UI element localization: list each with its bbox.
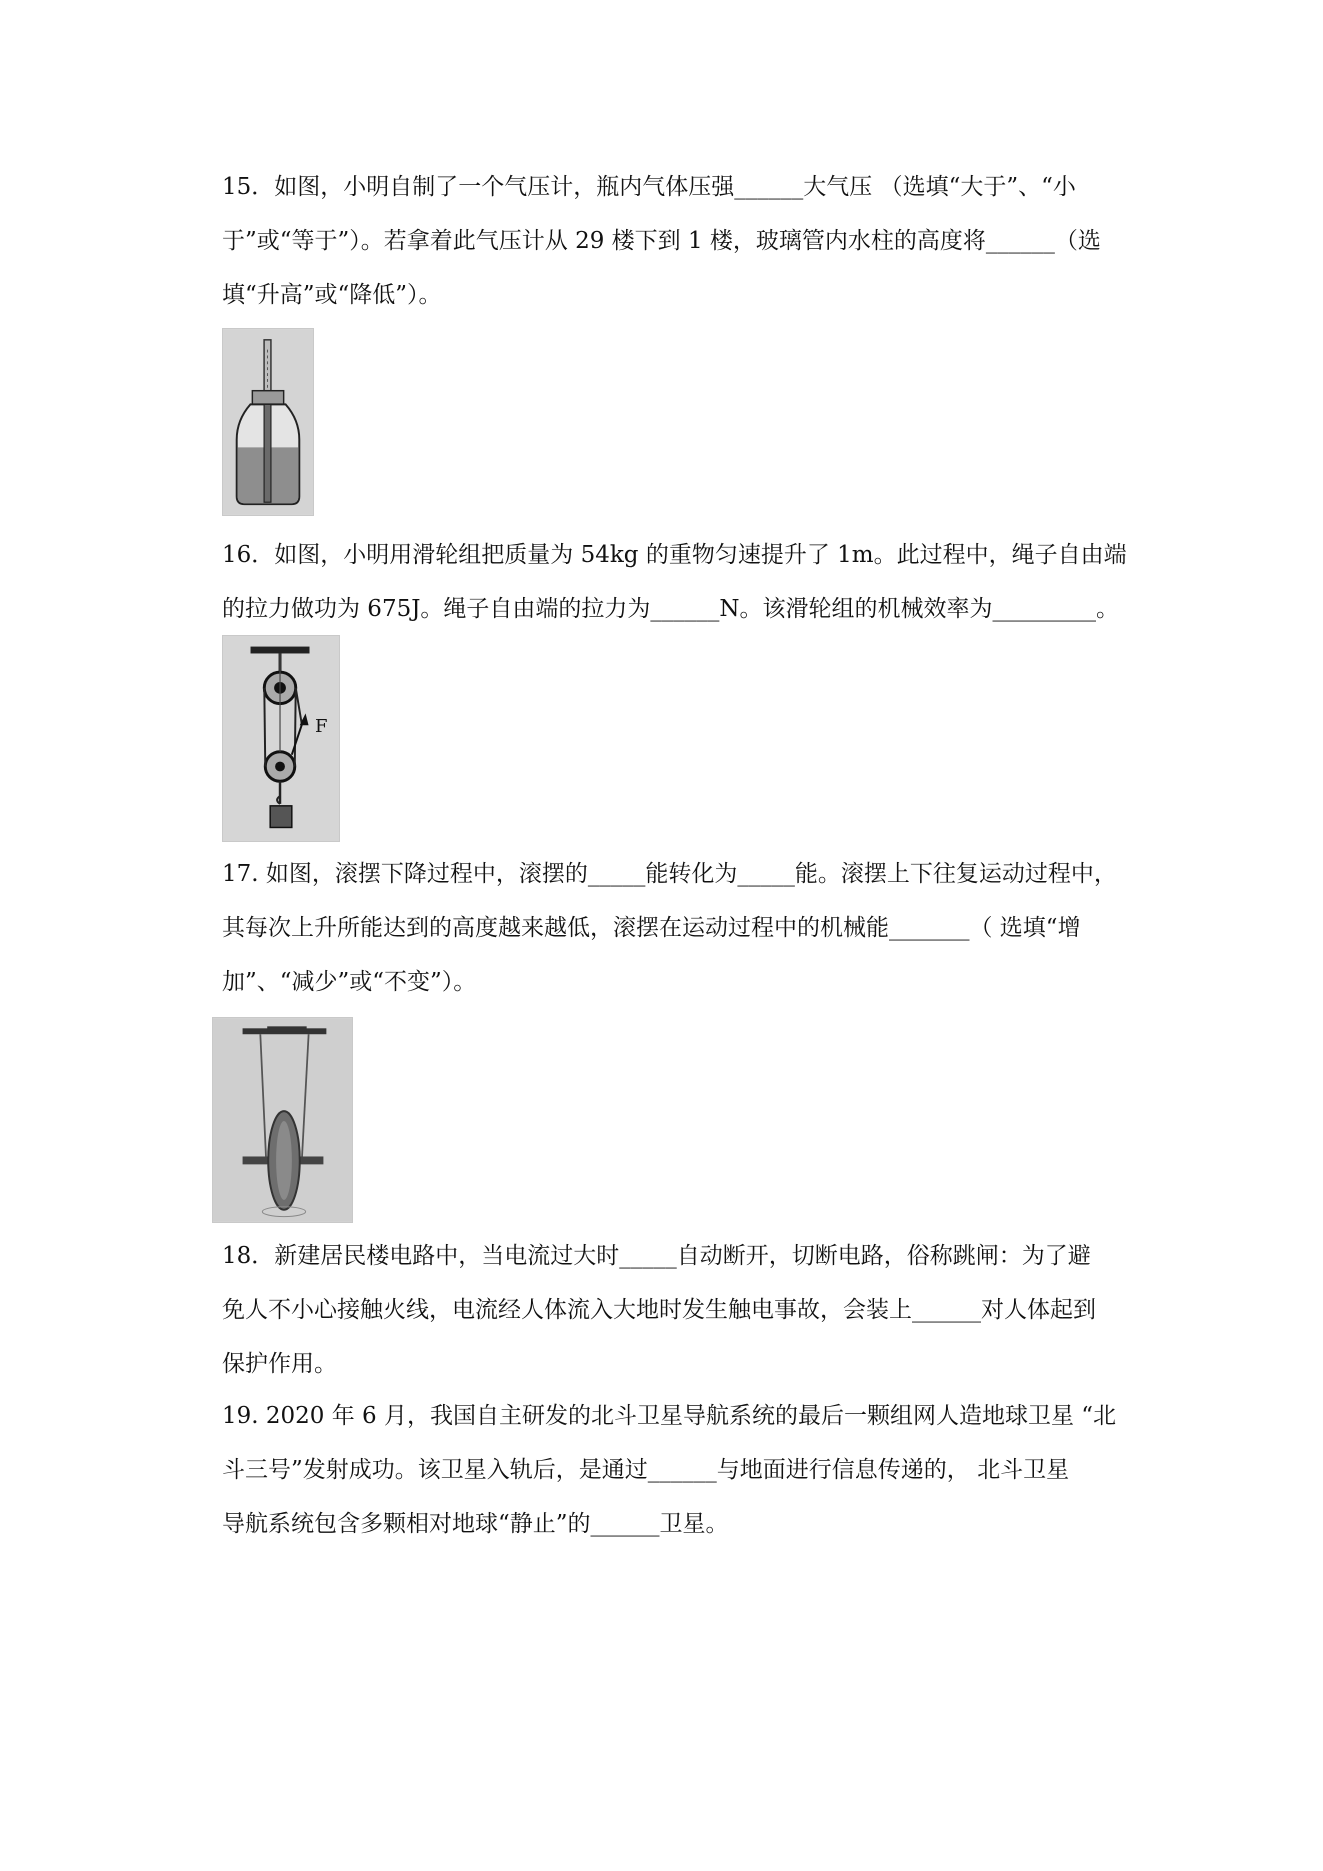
question-19-line-2: 斗三号”发射成功。该卫星入轨后，是通过______与地面进行信息传递的， 北斗卫星	[222, 1457, 1070, 1483]
pulley-system-figure	[222, 635, 340, 842]
force-label: F	[315, 716, 328, 737]
question-15	[222, 160, 1112, 322]
question-15-line-2: 于”或“等于”）。若拿着此气压计从 29 楼下到 1 楼，玻璃管内水柱的高度将______（选	[222, 228, 1101, 254]
question-18-line-2: 免人不小心接触火线，电流经人体流入大地时发生触电事故，会装上______对人体起到	[222, 1297, 1096, 1323]
question-18-line-1: 18．新建居民楼电路中，当电流过大时_____自动断开，切断电路，俗称跳闸：为了避	[222, 1243, 1091, 1269]
question-15-line-1: 15．如图，小明自制了一个气压计，瓶内气体压强______大气压 （选填“大于”、“小	[222, 174, 1076, 200]
pulley-system-illustration	[223, 636, 339, 841]
question-18-line-3: 保护作用。	[222, 1351, 337, 1377]
question-17-line-1: 17. 如图，滚摆下降过程中，滚摆的_____能转化为_____能。滚摆上下往复运动过程中，	[222, 861, 1117, 887]
question-16	[222, 528, 1127, 636]
barometer-bottle-illustration	[223, 329, 313, 515]
question-16-line-2: 的拉力做功为 675J。绳子自由端的拉力为______N。该滑轮组的机械效率为_________。	[222, 596, 1120, 622]
maxwell-pendulum-illustration	[213, 1018, 352, 1222]
barometer-bottle-figure	[222, 328, 314, 516]
question-16-line-1: 16．如图，小明用滑轮组把质量为 54kg 的重物匀速提升了 1m。此过程中，绳子自由端	[222, 542, 1127, 568]
question-19	[222, 1389, 1117, 1551]
question-15-line-3: 填“升高”或“降低”）。	[222, 282, 442, 308]
question-19-line-1: 19. 2020 年 6 月，我国自主研发的北斗卫星导航系统的最后一颗组网人造地球卫星 “北	[222, 1403, 1117, 1429]
question-18	[222, 1229, 1112, 1391]
question-17	[222, 847, 1117, 1009]
question-17-line-2: 其每次上升所能达到的高度越来越低，滚摆在运动过程中的机械能_______（ 选填“增	[222, 915, 1081, 941]
question-17-line-3: 加”、“减少”或“不变”）。	[222, 969, 477, 995]
maxwell-pendulum-figure	[212, 1017, 353, 1223]
question-19-line-3: 导航系统包含多颗相对地球“静止”的______卫星。	[222, 1511, 729, 1537]
